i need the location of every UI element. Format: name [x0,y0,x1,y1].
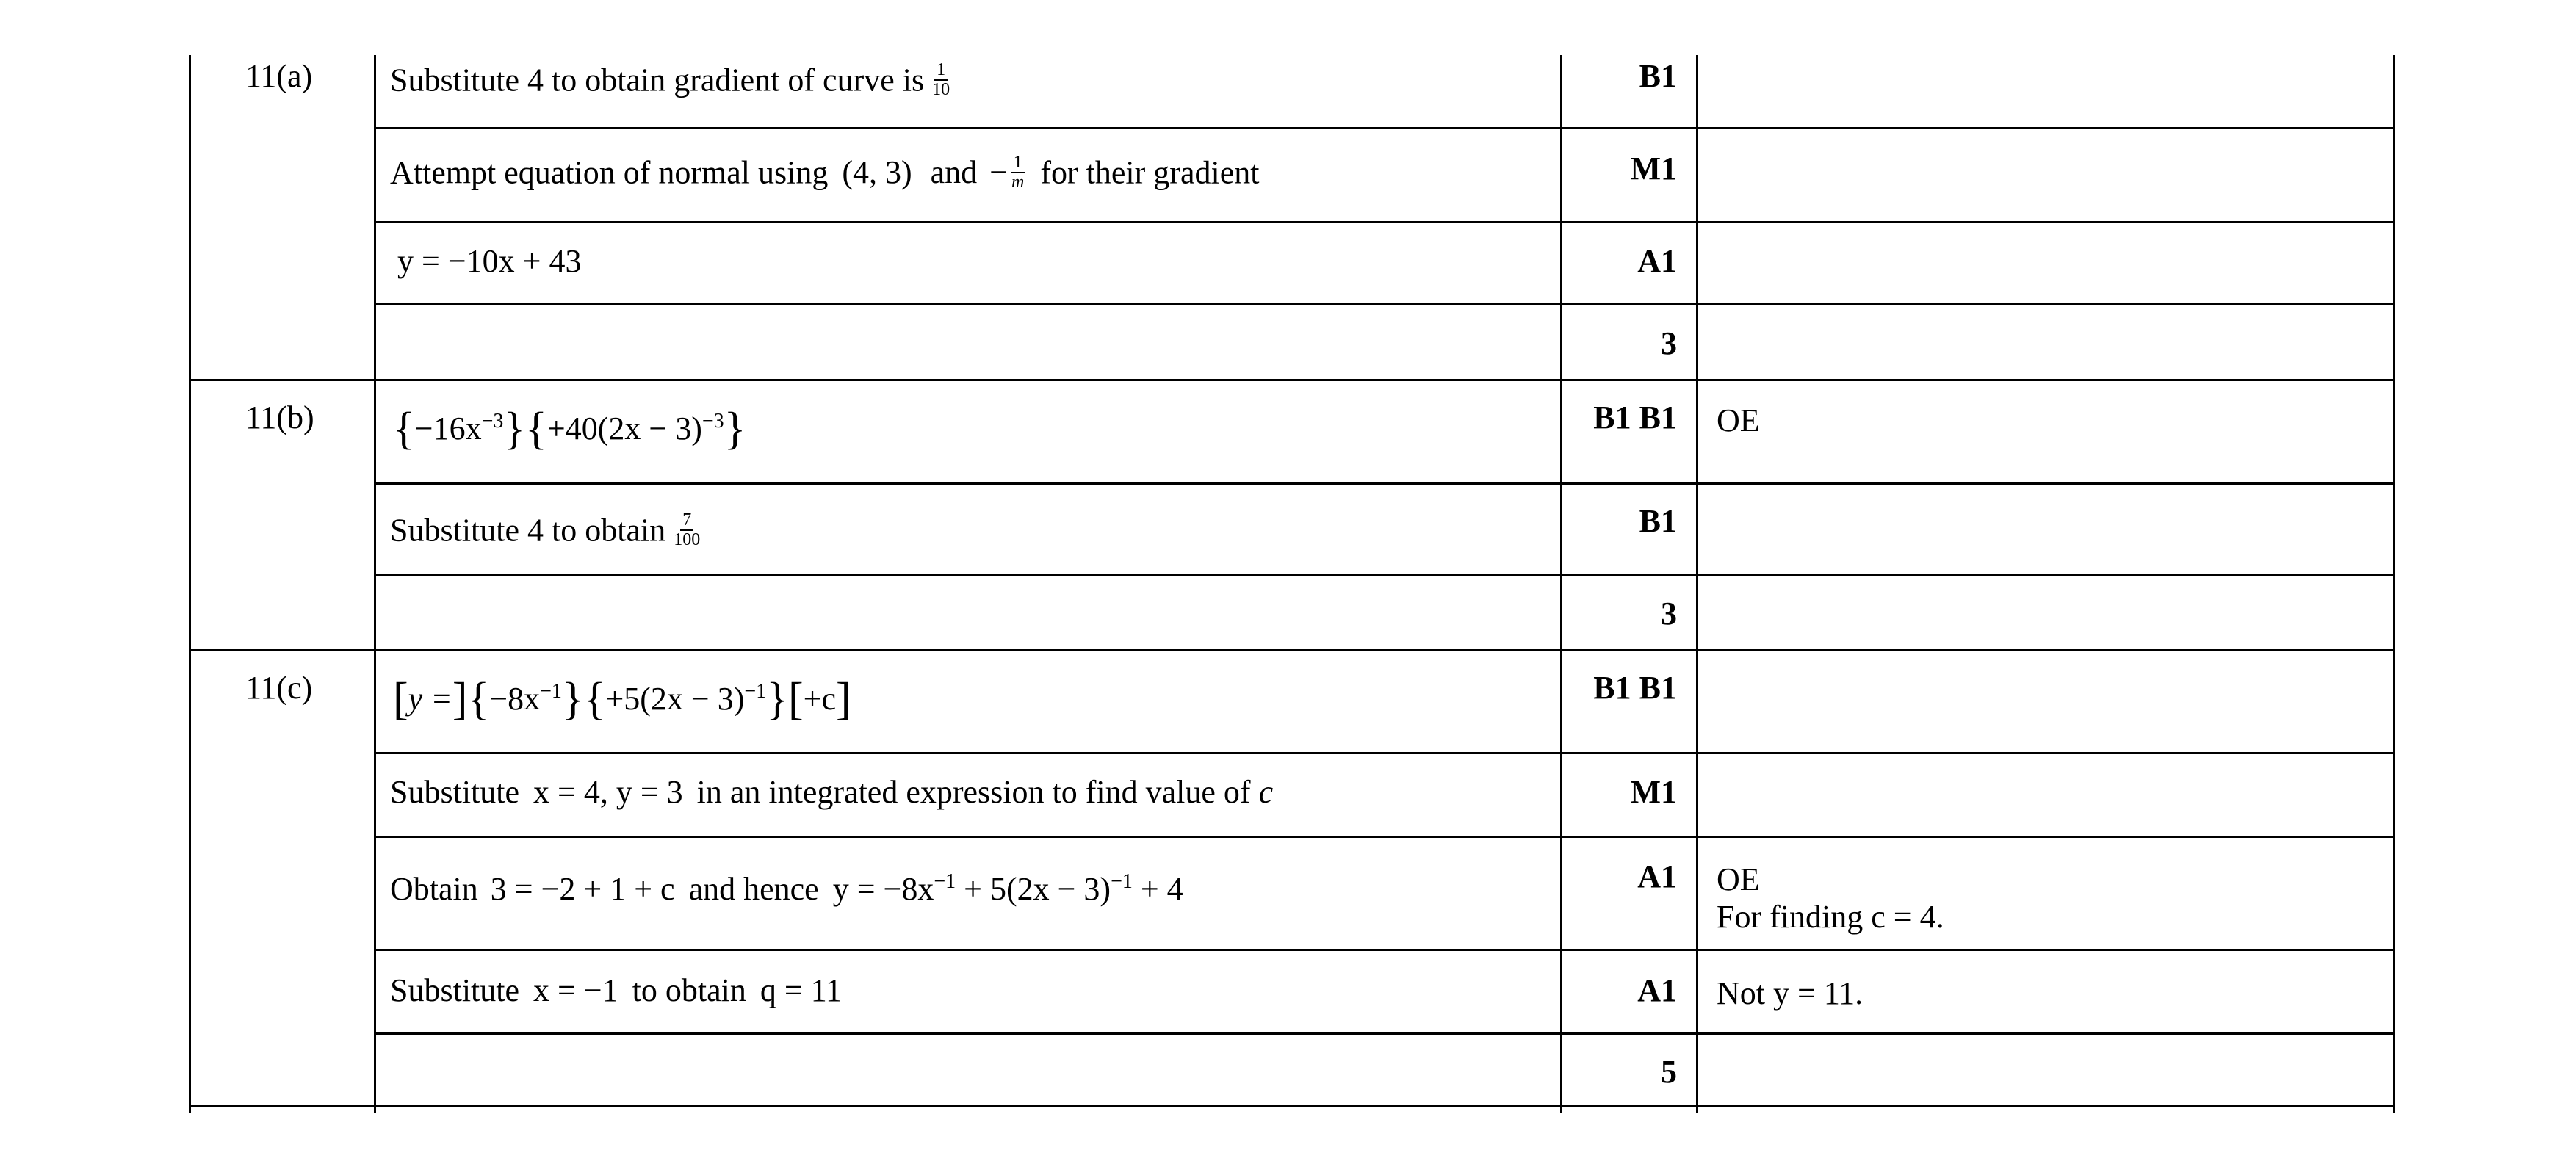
fraction-denominator: 10 [932,80,950,100]
brace-close: } [561,674,584,724]
fraction [1009,153,1026,192]
fraction-numerator: 1 [934,61,948,81]
brace-close: } [503,404,526,454]
mark-code: A1 [1637,972,1677,1008]
exponent: −1 [540,680,562,703]
equation: y = −10x + 43 [397,243,582,279]
equation [833,871,1183,907]
answer-text [390,974,842,1007]
question-label: 11(c) [245,670,313,706]
bracket-close: ] [452,674,468,724]
equation-part: + 4 [1132,871,1183,907]
lhs: y = [408,681,452,717]
table-divider-answer [374,55,376,1113]
question-divider [189,649,2395,651]
point: (4, 3) [842,154,912,191]
exponent: −1 [934,870,956,893]
row-divider [374,482,2395,485]
row-divider [374,752,2395,754]
question-label: 11(a) [245,58,313,94]
brace-open: { [583,674,606,724]
variable: c [1258,774,1274,810]
answer-text [390,776,1273,809]
answer-text-mid: and [930,154,978,191]
equation: x = −1 [533,972,618,1008]
answer-text-pre: Attempt equation of normal using [390,154,829,191]
guidance-text: OE [1717,402,1760,438]
answer-equation [393,404,746,454]
fraction-numerator: 7 [680,511,693,531]
brace-close: } [724,404,746,454]
fraction-denominator [1009,173,1026,192]
answer-equation [393,674,851,724]
answer-text-pre: Substitute [390,774,520,810]
table-border-bottom [189,1105,2395,1107]
answer-text-pre: Substitute 4 to obtain gradient of curve is [390,62,925,98]
row-divider [374,221,2395,223]
fraction [930,61,952,99]
table-border-left [189,55,191,1113]
term: +5(2x − 3) [605,681,745,717]
total-marks: 5 [1661,1054,1677,1090]
bracket-open: [ [787,674,804,724]
answer-text [390,510,708,552]
fraction-denominator: 100 [674,530,701,550]
total-marks: 3 [1661,596,1677,632]
brace-close: } [766,674,788,724]
equation-part: y = −8x [832,871,934,907]
mark-code: B1 [1639,503,1677,539]
mark-code: M1 [1630,774,1677,810]
row-divider [374,303,2395,305]
question-label: 11(b) [245,399,314,435]
minus-sign: − [989,154,1009,191]
table-divider-guidance [1696,55,1698,1113]
guidance-text: For finding c = 4. [1717,899,1944,935]
mark-code: A1 [1637,243,1677,279]
guidance-text: OE [1717,861,1760,897]
row-divider [374,127,2395,129]
row-divider [374,1032,2395,1035]
total-marks: 3 [1661,325,1677,361]
exponent: −3 [701,410,724,433]
table-divider-marks [1560,55,1562,1113]
exponent: −1 [1111,870,1133,893]
mark-code: M1 [1630,151,1677,187]
mark-code: A1 [1637,858,1677,894]
row-divider [374,836,2395,838]
mark-code: B1 [1639,58,1677,94]
brace-open: { [525,404,547,454]
equation: q = 11 [760,972,843,1008]
answer-text-mid: to obtain [632,972,746,1008]
fraction [671,511,702,549]
exponent: −1 [744,680,767,703]
term: −16x [414,410,482,446]
answer-equation [397,245,581,278]
bracket-open: [ [393,674,408,724]
answer-text-post: for their gradient [1040,154,1260,191]
row-divider [374,574,2395,576]
answer-text-pre: Substitute 4 to obtain [390,512,666,549]
fraction-denominator-var: m [1011,173,1025,192]
exponent: −3 [481,410,504,433]
answer-text-pre: Substitute [390,972,520,1008]
equation-part: + 5(2x − 3) [956,871,1111,907]
brace-open: { [393,404,415,454]
fraction-numerator: 1 [1011,153,1025,173]
row-divider [374,949,2395,951]
answer-text-pre: Obtain [390,871,478,907]
mark-code: B1 B1 [1593,670,1677,706]
brace-open: { [467,674,490,724]
guidance-text: Not y = 11. [1717,975,1864,1011]
constant: +c [803,681,836,717]
answer-text-mid: and hence [688,871,819,907]
answer-text [390,60,958,102]
mark-code: B1 B1 [1593,399,1677,435]
answer-text [390,870,1183,907]
term: −8x [489,681,541,717]
term: +40(2x − 3) [546,410,702,446]
answer-text-post: in an integrated expression to find value of [696,774,1251,810]
answer-text [390,153,1260,195]
equation: 3 = −2 + 1 + c [490,871,675,907]
bracket-close: ] [835,674,851,724]
table-border-right [2393,55,2395,1113]
equation: x = 4, y = 3 [533,774,683,810]
question-divider [189,379,2395,381]
